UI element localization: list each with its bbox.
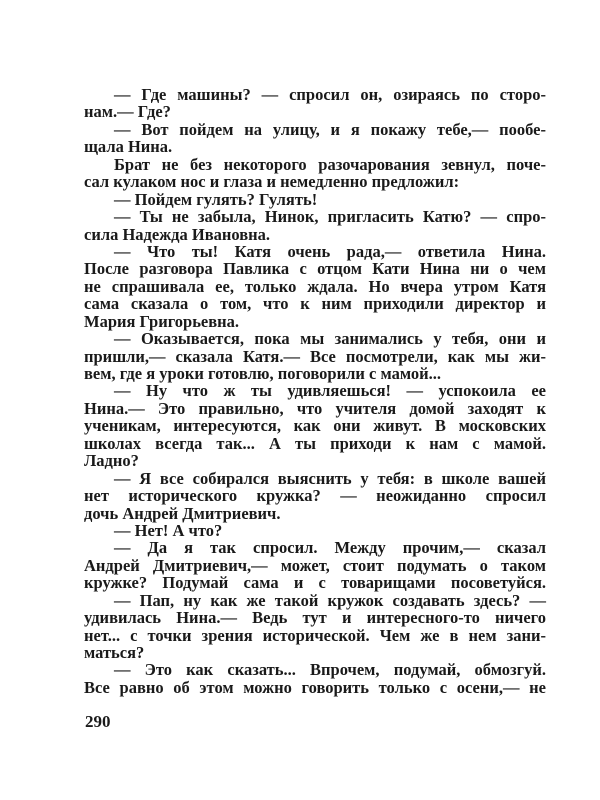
- text-line: нет... с точки зрения исторической. Чем же в нем зани-: [84, 625, 546, 645]
- text-line: нет исторического кружка? — неожиданно спросил: [84, 486, 546, 506]
- page-number: 290: [85, 712, 111, 731]
- text-line: После разговора Павлика с отцом Кати Нина ни о чем: [84, 259, 546, 279]
- text-line: удивилась Нина.— Ведь тут и интересного-то ничего: [84, 608, 546, 628]
- text-line: — Оказывается, пока мы занимались у тебя, они и: [114, 329, 546, 349]
- text-line: вем, где я уроки готовлю, поговорили с мамой...: [84, 364, 441, 383]
- text-line: сама сказала о том, что к ним приходили директор и: [84, 294, 546, 314]
- text-line: — Это как сказать... Впрочем, подумай, обмозгуй.: [114, 660, 546, 680]
- text-line: не спрашивала ее, только ждала. Но вчера утром Катя: [84, 276, 546, 296]
- text-line: — Я все собирался выяснить у тебя: в школе вашей: [114, 468, 546, 488]
- text-line: Мария Григорьевна.: [84, 311, 240, 331]
- text-line: щала Нина.: [84, 137, 173, 157]
- text-line: дочь Андрей Дмитриевич.: [84, 503, 281, 523]
- text-line: — Где машины? — спросил он, озираясь по сторо-: [114, 85, 546, 104]
- text-line: — Пап, ну как же такой кружок создавать здесь? —: [114, 590, 546, 610]
- text-line: сал кулаком нос и глаза и немедленно предложил:: [84, 172, 460, 192]
- text-line: — Да я так спросил. Между прочим,— сказал: [114, 538, 546, 558]
- text-line: — Вот пойдем на улицу, и я покажу тебе,— пообе-: [114, 119, 546, 139]
- text-line: — Ты не забыла, Нинок, пригласить Катю? — спро-: [114, 207, 546, 227]
- text-line: сила Надежда Ивановна.: [84, 224, 271, 244]
- text-line: — Что ты! Катя очень рада,— ответила Нина.: [114, 241, 546, 261]
- text-line: кружке? Подумай сама и с товарищами посоветуйся.: [84, 573, 546, 593]
- text-line: пришли,— сказала Катя.— Все посмотрели, как мы жи-: [84, 346, 546, 366]
- book-page-text: [84, 86, 546, 696]
- text-line: школах всегда так... А ты приходи к нам с мамой.: [84, 433, 546, 453]
- text-line: Нина.— Это правильно, что учителя домой заходят к: [84, 398, 546, 418]
- text-line: маться?: [84, 643, 145, 662]
- text-line: нам.— Где?: [84, 102, 171, 122]
- text-line: — Нет! А что?: [114, 520, 223, 540]
- text-line: Ладно?: [84, 451, 139, 471]
- text-line: — Пойдем гулять? Гулять!: [114, 189, 318, 209]
- text-line: Андрей Дмитриевич,— может, стоит подумать о таком: [84, 555, 546, 575]
- text-line: ученикам, интересуются, как они живут. В московских: [84, 416, 546, 436]
- text-line: Все равно об этом можно говорить только с осени,— не: [84, 677, 546, 697]
- text-line: — Ну что ж ты удивляешься! — успокоила ее: [114, 381, 546, 401]
- text-line: Брат не без некоторого разочарования зевнул, поче-: [114, 154, 546, 174]
